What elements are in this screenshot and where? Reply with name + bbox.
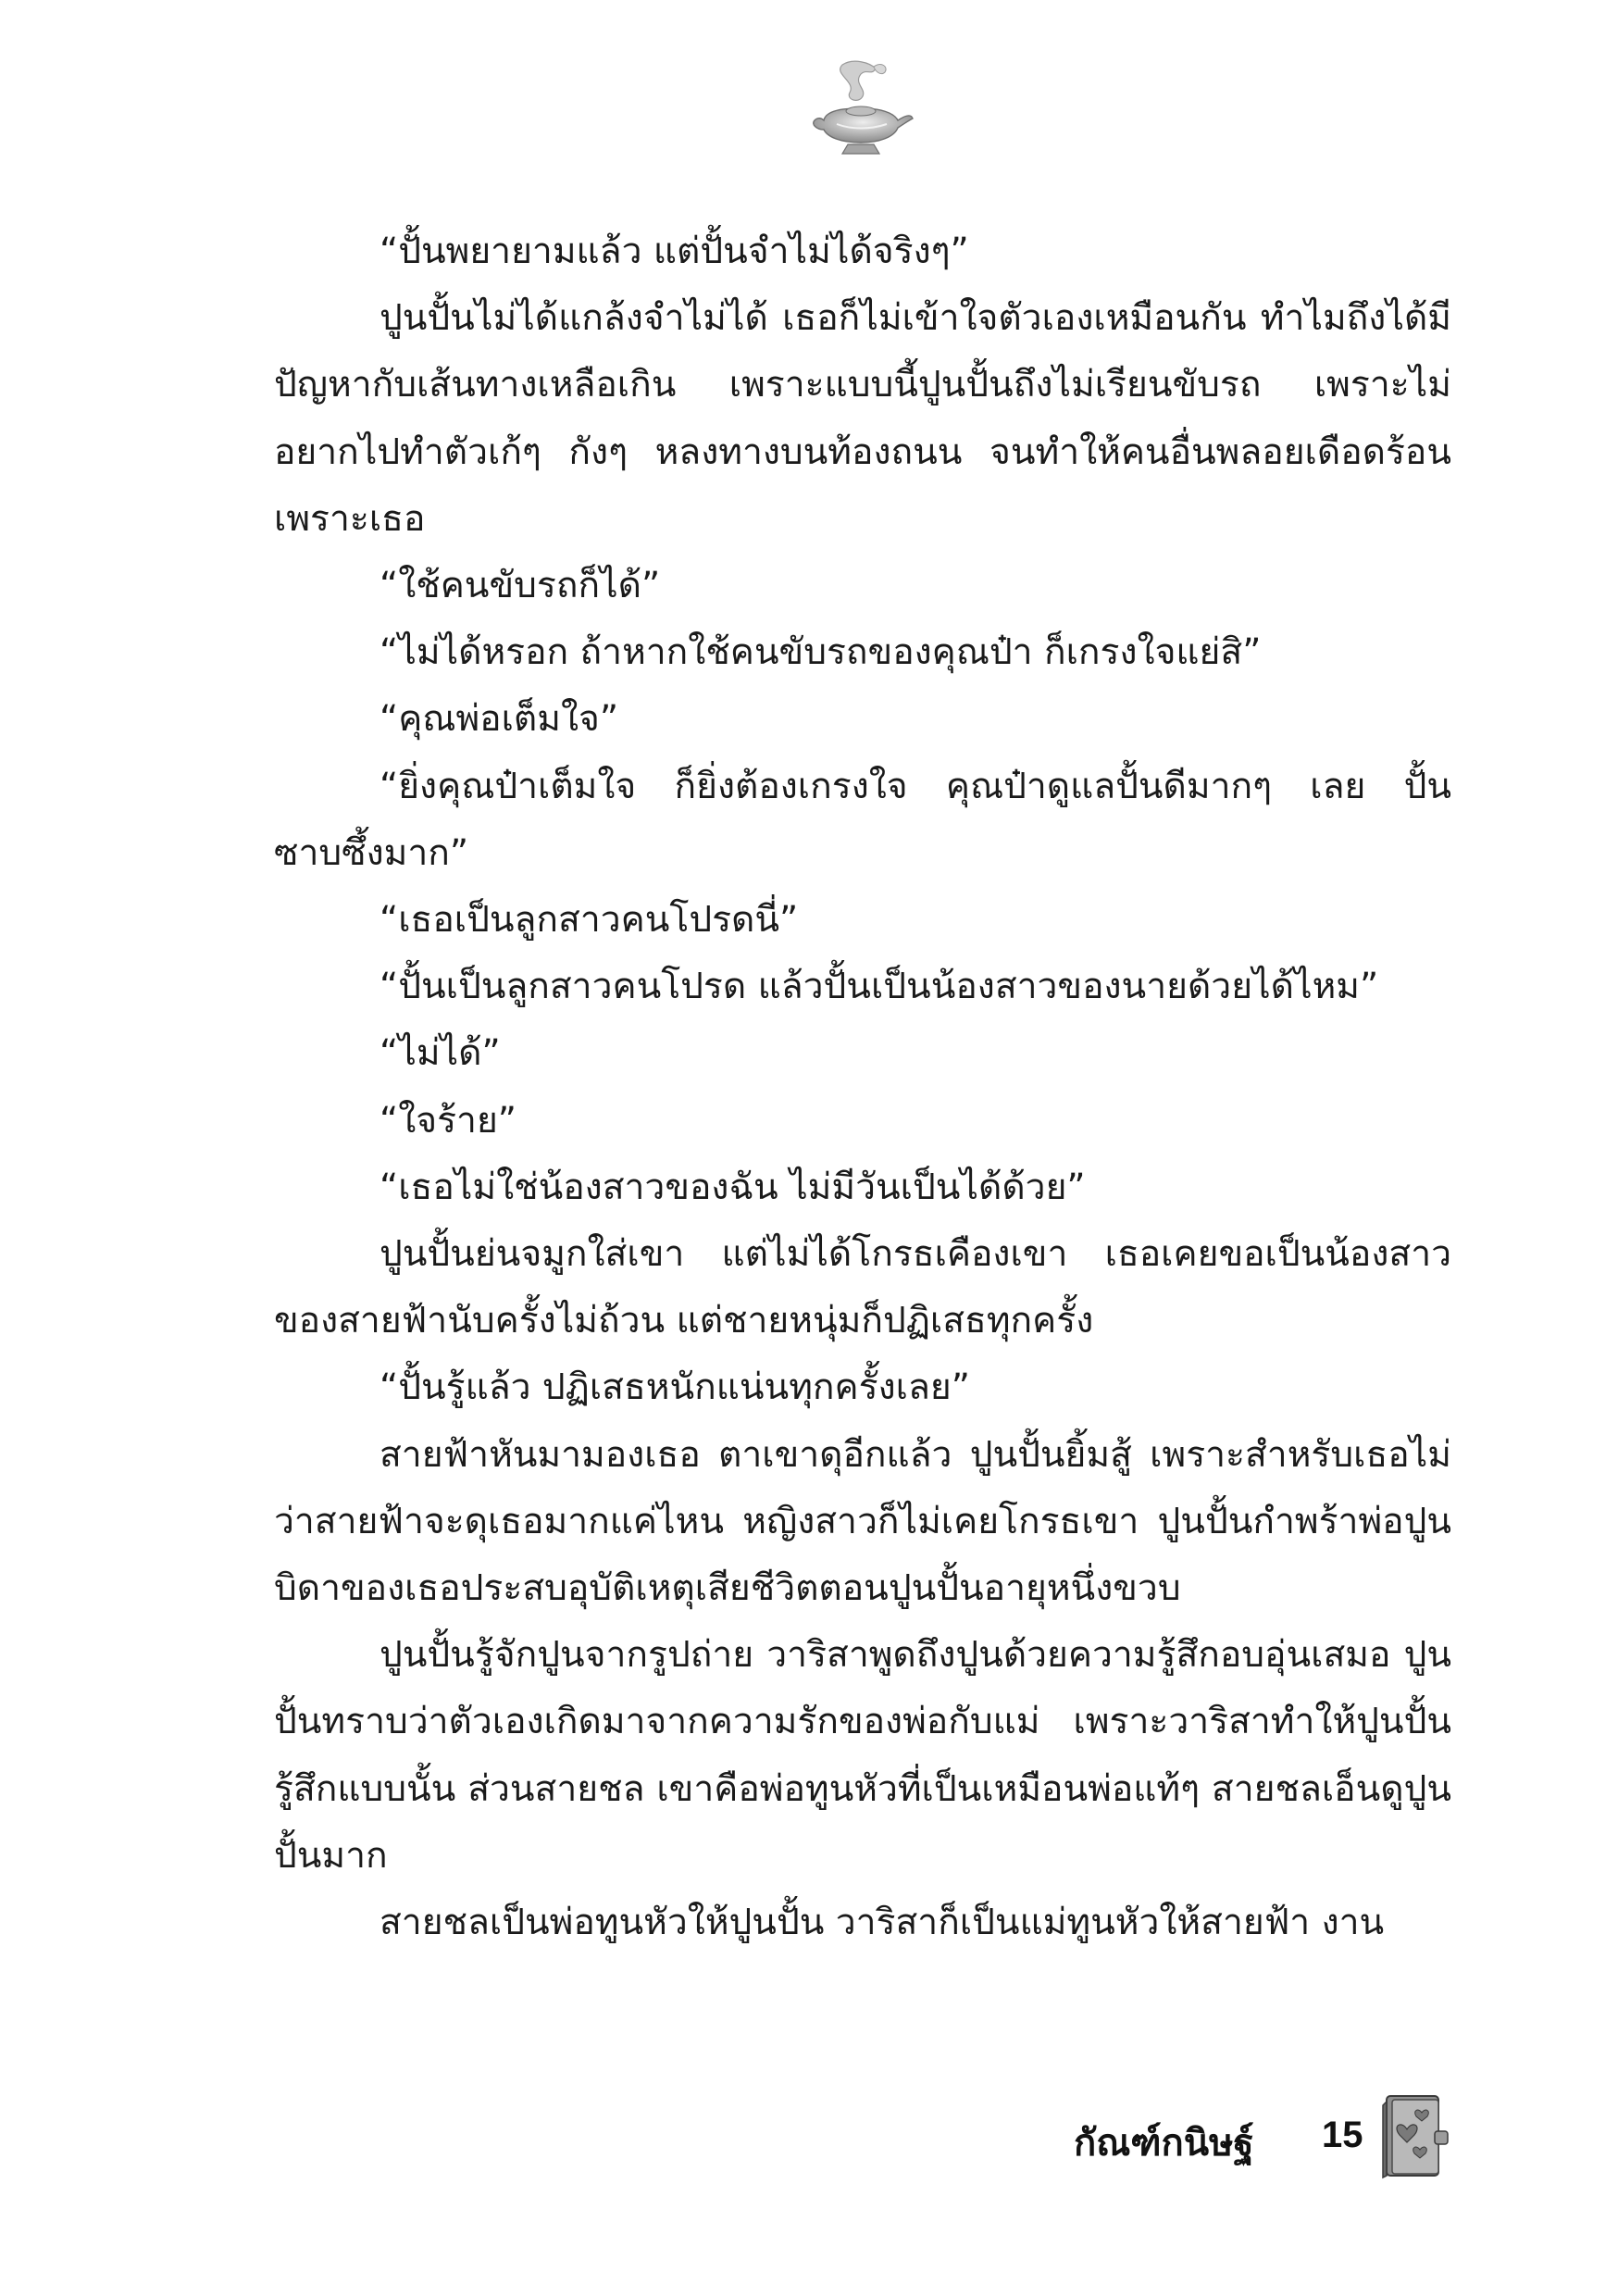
paragraph: ปูนปั้นไม่ได้แกล้งจำไม่ได้ เธอก็ไม่เข้าใจตัวเองเหมือนกัน ทำไมถึงได้มีปัญหากับเส้นทางเหลือเกิน เพราะแบบนี้ปูนปั้นถึงไม่เรียนขับรถ เพราะไม่อยากไปทำตัวเก้ๆ กังๆ หลงทางบนท้องถนน จนทำให้คนอื่นพลอยเดือดร้อนเพราะเธอ [274,297,1451,540]
paragraph: “ใช้คนขับรถก็ได้” [380,565,661,607]
paragraph: “ยิ่งคุณป๋าเต็มใจ ก็ยิ่งต้องเกรงใจ คุณป๋าดูแลปั้นดีมากๆ เลย ปั้นซาบซึ้งมาก” [274,765,1451,874]
paragraph: “คุณพ่อเต็มใจ” [380,698,619,741]
book-icon [1379,2092,1450,2181]
paragraph: “ปั้นรู้แล้ว ปฏิเสธหนักแน่นทุกครั้งเลย” [380,1366,970,1409]
paragraph: สายชลเป็นพ่อทูนหัวให้ปูนปั้น วาริสาก็เป็นแม่ทูนหัวให้สายฟ้า งาน [380,1902,1385,1944]
paragraph: “เธอเป็นลูกสาวคนโปรดนี่” [380,899,799,942]
paragraph: “ใจร้าย” [380,1099,517,1142]
paragraph: สายฟ้าหันมามองเธอ ตาเขาดุอีกแล้ว ปูนปั้นยิ้มสู้ เพราะสำหรับเธอไม่ว่าสายฟ้าจะดุเธอมากแค่ไหน หญิงสาวก็ไม่เคยโกรธเขา ปูนปั้นกำพร้าพ่อปูน บิดาของเธอประสบอุบัติเหตุเสียชีวิตตอนปูนปั้นอายุหนึ่งขวบ [274,1433,1451,1610]
paragraph: “เธอไม่ใช่น้องสาวของฉัน ไม่มีวันเป็นได้ด้วย” [380,1166,1086,1208]
body-text [274,218,1451,1956]
book-title: กัณฑ์กนิษฐ์ [1074,2122,1254,2165]
paragraph: ปูนปั้นรู้จักปูนจากรูปถ่าย วาริสาพูดถึงปูนด้วยความรู้สึกอบอุ่นเสมอ ปูนปั้นทราบว่าตัวเองเกิดมาจากความรักของพ่อกับแม่ เพราะวาริสาทำให้ปูนปั้นรู้สึกแบบนั้น ส่วนสายชล เขาคือพ่อทูนหัวที่เป็นเหมือนพ่อแท้ๆ สายชลเอ็นดูปูนปั้นมาก [274,1634,1451,1877]
paragraph: “ปั้นเป็นลูกสาวคนโปรด แล้วปั้นเป็นน้องสาวของนายด้วยได้ไหม” [380,966,1379,1008]
page-number: 15 [1322,2115,1363,2155]
paragraph: ปูนปั้นย่นจมูกใส่เขา แต่ไม่ได้โกรธเคืองเขา เธอเคยขอเป็นน้องสาวของสายฟ้านับครั้งไม่ถ้วน แต่ชายหนุ่มก็ปฏิเสธทุกครั้ง [274,1233,1451,1342]
page-footer [1074,2092,1481,2194]
paragraph: “ไม่ได้หรอก ถ้าหากใช้คนขับรถของคุณป๋า ก็เกรงใจแย่สิ” [380,631,1262,674]
paragraph: “ปั้นพยายามแล้ว แต่ปั้นจำไม่ได้จริงๆ” [380,231,969,272]
genie-lamp-icon [805,56,916,167]
paragraph: “ไม่ได้” [380,1032,501,1075]
